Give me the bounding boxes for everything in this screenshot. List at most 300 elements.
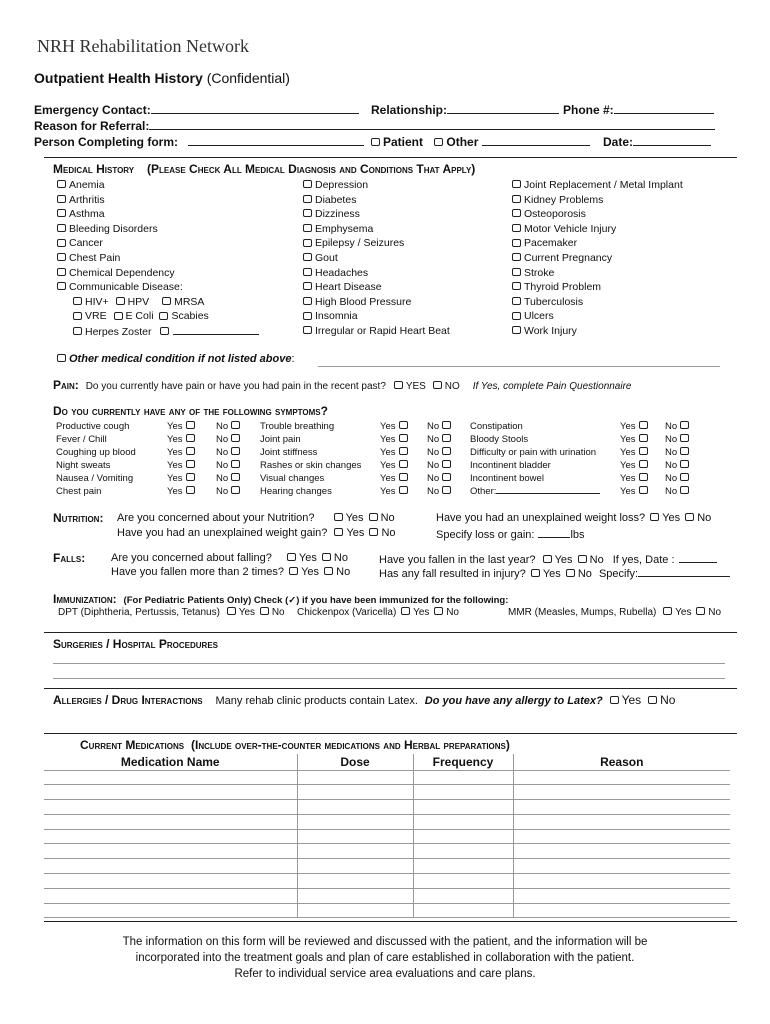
condition-label: Osteoporosis <box>524 208 586 221</box>
communicable-row-1 <box>57 295 259 310</box>
table-cell[interactable] <box>44 770 297 785</box>
yes-label: Yes <box>380 486 396 497</box>
nutrition-q4-text: Specify loss or gain: <box>436 529 535 541</box>
table-cell[interactable] <box>44 888 297 903</box>
yes-checkbox[interactable] <box>639 486 648 494</box>
no-checkbox[interactable] <box>685 513 694 521</box>
yes-label: Yes <box>345 512 364 524</box>
no-checkbox[interactable] <box>680 447 689 455</box>
condition-label: Chemical Dependency <box>69 266 175 279</box>
no-label: No <box>665 421 678 432</box>
checkbox[interactable] <box>303 209 312 217</box>
no-checkbox[interactable] <box>260 607 269 615</box>
immunization-note: (For Pediatric Patients Only) Check (✓) if you have been immunized for the following: <box>123 595 509 606</box>
medical-history-heading <box>53 162 475 176</box>
symptom-label: Nausea / Vomiting <box>56 473 134 484</box>
condition-item[interactable] <box>57 266 259 281</box>
no-checkbox[interactable] <box>566 569 575 577</box>
table-cell[interactable] <box>44 903 297 918</box>
yes-checkbox[interactable] <box>650 513 659 521</box>
symptoms-col3-labels <box>470 420 600 498</box>
condition-item[interactable] <box>512 207 683 222</box>
yes-checkbox[interactable] <box>186 460 195 468</box>
condition-item[interactable] <box>303 222 450 237</box>
checkbox[interactable] <box>303 239 312 247</box>
falls-q1 <box>111 552 348 564</box>
checkbox[interactable] <box>57 239 66 247</box>
falls-q2 <box>111 566 350 578</box>
hpv-checkbox[interactable] <box>116 297 125 305</box>
yes-checkbox[interactable] <box>287 553 296 561</box>
pain-yes-checkbox[interactable] <box>394 381 403 389</box>
condition-item[interactable] <box>57 193 259 208</box>
symptoms-col2-yes <box>380 420 408 498</box>
falls-q1-text: Are you concerned about falling? <box>111 552 272 564</box>
yes-label: Yes <box>238 607 256 618</box>
condition-label: Cancer <box>69 237 103 250</box>
yes-label: Yes <box>380 473 396 484</box>
no-label: No <box>427 486 440 497</box>
yes-checkbox[interactable] <box>186 434 195 442</box>
pain-yes-label: YES <box>405 381 426 392</box>
herpes-label: Herpes Zoster <box>85 325 152 338</box>
other-checkbox[interactable] <box>434 138 443 146</box>
condition-item[interactable] <box>512 193 683 208</box>
table-row <box>44 800 730 815</box>
no-label: No <box>665 460 678 471</box>
condition-item[interactable] <box>57 280 259 295</box>
yes-checkbox[interactable] <box>639 447 648 455</box>
no-checkbox[interactable] <box>231 486 240 494</box>
communicable-row-3 <box>57 324 259 340</box>
table-cell[interactable] <box>413 800 513 815</box>
divider <box>44 157 737 158</box>
checkbox[interactable] <box>57 209 66 217</box>
falls-date-field[interactable] <box>679 552 717 563</box>
condition-label: Epilepsy / Seizures <box>315 237 405 250</box>
no-checkbox[interactable] <box>322 553 331 561</box>
weight-change-field[interactable] <box>538 527 570 538</box>
immunization-mmr <box>508 607 721 618</box>
checkbox[interactable] <box>57 282 66 290</box>
form-title <box>34 70 290 86</box>
condition-item[interactable] <box>303 193 450 208</box>
no-checkbox[interactable] <box>231 473 240 481</box>
no-checkbox[interactable] <box>231 460 240 468</box>
table-cell[interactable] <box>44 844 297 859</box>
checkbox[interactable] <box>512 312 521 320</box>
table-cell[interactable] <box>513 859 730 874</box>
table-row <box>44 814 730 829</box>
yes-checkbox[interactable] <box>639 460 648 468</box>
no-label: No <box>216 473 229 484</box>
symptom-label: Other: <box>470 486 497 497</box>
checkbox[interactable] <box>512 326 521 334</box>
falls-q4-text: Has any fall resulted in injury? <box>379 568 526 580</box>
symptoms-col1-labels <box>56 420 136 498</box>
table-cell[interactable] <box>297 903 413 918</box>
yes-checkbox[interactable] <box>639 434 648 442</box>
table-cell[interactable] <box>413 874 513 889</box>
checkbox[interactable] <box>512 253 521 261</box>
no-checkbox[interactable] <box>680 460 689 468</box>
table-cell[interactable] <box>513 844 730 859</box>
no-checkbox[interactable] <box>680 473 689 481</box>
no-checkbox[interactable] <box>442 434 451 442</box>
medical-list-col2 <box>303 178 450 339</box>
condition-item[interactable] <box>512 236 683 251</box>
table-cell[interactable] <box>413 859 513 874</box>
table-cell[interactable] <box>413 844 513 859</box>
condition-item[interactable] <box>512 266 683 281</box>
table-cell[interactable] <box>513 829 730 844</box>
emergency-contact-field[interactable] <box>151 103 359 114</box>
yes-label: Yes <box>167 486 183 497</box>
table-cell[interactable] <box>297 800 413 815</box>
checkbox[interactable] <box>303 253 312 261</box>
divider <box>44 632 737 633</box>
no-label: No <box>577 568 592 580</box>
condition-item[interactable] <box>57 236 259 251</box>
latex-note: Many rehab clinic products contain Latex. <box>215 695 418 707</box>
yes-label: Yes <box>620 434 636 445</box>
no-checkbox[interactable] <box>324 567 333 575</box>
table-cell[interactable] <box>413 829 513 844</box>
no-label: No <box>271 607 285 618</box>
condition-item[interactable] <box>512 251 683 266</box>
checkbox[interactable] <box>57 180 66 188</box>
yes-checkbox[interactable] <box>334 513 343 521</box>
condition-item[interactable] <box>303 295 450 310</box>
other-communicable-field[interactable] <box>173 324 259 335</box>
no-label: No <box>665 434 678 445</box>
symptom-label: Coughing up blood <box>56 447 136 458</box>
checkbox[interactable] <box>512 180 521 188</box>
footer-line: Refer to individual service area evaluations and care plans. <box>234 968 536 980</box>
checkbox[interactable] <box>512 239 521 247</box>
no-label: No <box>427 460 440 471</box>
no-checkbox[interactable] <box>442 486 451 494</box>
vre-checkbox[interactable] <box>73 312 82 320</box>
table-row <box>44 888 730 903</box>
condition-label: Asthma <box>69 208 105 221</box>
yes-checkbox[interactable] <box>399 447 408 455</box>
condition-label: Work Injury <box>524 324 577 337</box>
condition-item[interactable] <box>303 207 450 222</box>
checkbox[interactable] <box>512 297 521 305</box>
medications-body <box>44 770 730 918</box>
checkbox[interactable] <box>512 209 521 217</box>
yes-label: Yes <box>167 434 183 445</box>
yes-checkbox[interactable] <box>399 486 408 494</box>
yes-label: Yes <box>380 434 396 445</box>
yes-label: Yes <box>620 447 636 458</box>
falls-q3-text: Have you fallen in the last year? <box>379 554 536 566</box>
checkbox[interactable] <box>57 253 66 261</box>
hiv-checkbox[interactable] <box>73 297 82 305</box>
symptoms-col2-labels <box>260 420 361 498</box>
checkbox[interactable] <box>303 224 312 232</box>
yes-label: Yes <box>380 460 396 471</box>
date-row <box>603 135 711 149</box>
yes-checkbox[interactable] <box>227 607 236 615</box>
symptom-label: Bloody Stools <box>470 434 529 445</box>
no-checkbox[interactable] <box>680 486 689 494</box>
other-condition-checkbox[interactable] <box>57 354 66 362</box>
herpes-checkbox[interactable] <box>73 327 82 335</box>
checkbox[interactable] <box>303 312 312 320</box>
yes-label: Yes <box>167 473 183 484</box>
no-checkbox[interactable] <box>442 473 451 481</box>
emergency-contact-row <box>34 103 359 117</box>
yes-checkbox[interactable] <box>186 447 195 455</box>
condition-item[interactable] <box>512 309 683 324</box>
table-cell[interactable] <box>297 874 413 889</box>
table-cell[interactable] <box>513 800 730 815</box>
pain-row <box>53 378 632 392</box>
falls-specify-field[interactable] <box>638 566 730 577</box>
immunization-label: Immunization: <box>53 592 117 606</box>
immunization-chickenpox <box>297 607 459 618</box>
condition-item[interactable] <box>303 266 450 281</box>
yes-checkbox[interactable] <box>186 421 195 429</box>
no-checkbox[interactable] <box>369 528 378 536</box>
column-header: Reason <box>513 754 730 770</box>
immunization-dpt <box>58 607 285 618</box>
table-cell[interactable] <box>513 814 730 829</box>
yes-label: Yes <box>542 568 561 580</box>
referral-label: Reason for Referral: <box>34 119 150 133</box>
yes-checkbox[interactable] <box>289 567 298 575</box>
nutrition-q2 <box>117 527 396 539</box>
symptoms-col2-no <box>427 420 451 498</box>
condition-label: Irregular or Rapid Heart Beat <box>315 324 450 337</box>
mrsa-label: MRSA <box>174 295 205 308</box>
table-cell[interactable] <box>297 814 413 829</box>
latex-yes-checkbox[interactable] <box>610 696 619 704</box>
checkbox[interactable] <box>303 297 312 305</box>
yes-checkbox[interactable] <box>399 460 408 468</box>
pain-label: Pain: <box>53 378 79 392</box>
table-row <box>44 844 730 859</box>
yes-checkbox[interactable] <box>663 607 672 615</box>
dpt-label: DPT (Diphtheria, Pertussis, Tetanus) <box>58 607 220 618</box>
symptom-label: Rashes or skin changes <box>260 460 362 471</box>
divider <box>44 733 737 734</box>
phone-field[interactable] <box>614 103 714 114</box>
form-subtitle: (Confidential) <box>206 70 290 86</box>
hiv-label: HIV+ <box>85 295 109 308</box>
table-row <box>44 829 730 844</box>
no-label: No <box>665 486 678 497</box>
relationship-field[interactable] <box>447 103 559 114</box>
no-checkbox[interactable] <box>680 421 689 429</box>
table-row <box>44 903 730 918</box>
yes-checkbox[interactable] <box>639 421 648 429</box>
table-cell[interactable] <box>297 859 413 874</box>
condition-item[interactable] <box>57 178 259 193</box>
condition-item[interactable] <box>512 280 683 295</box>
table-cell[interactable] <box>44 800 297 815</box>
other-symptom-field[interactable] <box>496 485 600 494</box>
table-cell[interactable] <box>413 888 513 903</box>
yes-checkbox[interactable] <box>531 569 540 577</box>
condition-item[interactable] <box>57 222 259 237</box>
yes-checkbox[interactable] <box>639 473 648 481</box>
mrsa-checkbox[interactable] <box>162 297 171 305</box>
checkbox[interactable] <box>57 195 66 203</box>
condition-item[interactable] <box>512 178 683 193</box>
checkbox[interactable] <box>57 224 66 232</box>
checkbox[interactable] <box>512 224 521 232</box>
no-checkbox[interactable] <box>369 513 378 521</box>
checkbox[interactable] <box>512 282 521 290</box>
table-cell[interactable] <box>413 785 513 800</box>
allergies-heading: Allergies / Drug Interactions <box>53 693 203 707</box>
other-condition-field[interactable] <box>318 366 720 367</box>
table-cell[interactable] <box>297 829 413 844</box>
condition-item[interactable] <box>57 207 259 222</box>
condition-label: Anemia <box>69 179 105 191</box>
lbs-label: lbs <box>570 529 585 541</box>
condition-item[interactable] <box>512 222 683 237</box>
yes-checkbox[interactable] <box>186 486 195 494</box>
yes-label: Yes <box>298 552 317 564</box>
table-cell[interactable] <box>297 785 413 800</box>
falls-q2-text: Have you fallen more than 2 times? <box>111 566 285 578</box>
pain-note: If Yes, complete Pain Questionnaire <box>472 381 632 392</box>
condition-item[interactable] <box>303 236 450 251</box>
table-cell[interactable] <box>297 888 413 903</box>
no-checkbox[interactable] <box>442 460 451 468</box>
table-cell[interactable] <box>44 785 297 800</box>
table-cell[interactable] <box>413 903 513 918</box>
falls-date-label: If yes, Date : <box>612 554 675 566</box>
table-cell[interactable] <box>44 859 297 874</box>
condition-item[interactable] <box>303 324 450 339</box>
no-checkbox[interactable] <box>696 607 705 615</box>
no-checkbox[interactable] <box>442 421 451 429</box>
nutrition-q1-text: Are you concerned about your Nutrition? <box>117 512 315 524</box>
surgeries-heading: Surgeries / Hospital Procedures <box>53 637 218 651</box>
date-label: Date: <box>603 135 634 149</box>
scabies-checkbox[interactable] <box>159 312 168 320</box>
other-communicable-checkbox[interactable] <box>160 327 169 335</box>
checkbox[interactable] <box>57 268 66 276</box>
table-cell[interactable] <box>513 903 730 918</box>
vre-label: VRE <box>85 310 107 323</box>
other-field[interactable] <box>482 135 590 146</box>
footer-line: incorporated into the treatment goals and plan of care established in collaboration with the patient. <box>135 952 635 964</box>
latex-no-checkbox[interactable] <box>648 696 657 704</box>
yes-checkbox[interactable] <box>186 473 195 481</box>
surgeries-line[interactable] <box>53 678 725 679</box>
yes-checkbox[interactable] <box>401 607 410 615</box>
condition-item[interactable] <box>512 324 683 339</box>
nutrition-q4 <box>436 527 585 541</box>
table-cell[interactable] <box>513 888 730 903</box>
no-label: No <box>216 486 229 497</box>
condition-item[interactable] <box>303 178 450 193</box>
yes-checkbox[interactable] <box>334 528 343 536</box>
no-label: No <box>427 434 440 445</box>
yes-checkbox[interactable] <box>543 555 552 563</box>
table-cell[interactable] <box>44 829 297 844</box>
latex-question: Do you have any allergy to Latex? <box>424 695 603 707</box>
condition-label: Emphysema <box>315 222 374 235</box>
checkbox[interactable] <box>303 180 312 188</box>
yes-checkbox[interactable] <box>399 421 408 429</box>
symptom-label: Chest pain <box>56 486 102 497</box>
table-row <box>44 874 730 889</box>
ecoli-checkbox[interactable] <box>114 312 123 320</box>
table-cell[interactable] <box>297 770 413 785</box>
table-cell[interactable] <box>413 770 513 785</box>
no-checkbox[interactable] <box>442 447 451 455</box>
form-title-text: Outpatient Health History <box>34 70 203 86</box>
no-checkbox[interactable] <box>231 421 240 429</box>
table-cell[interactable] <box>513 770 730 785</box>
no-checkbox[interactable] <box>231 434 240 442</box>
condition-item[interactable] <box>57 251 259 266</box>
table-cell[interactable] <box>513 785 730 800</box>
footer-line: The information on this form will be reviewed and discussed with the patient, and the information will be <box>122 936 648 948</box>
checkbox[interactable] <box>303 195 312 203</box>
no-label: No <box>697 512 712 524</box>
completing-field[interactable] <box>188 135 364 146</box>
table-cell[interactable] <box>44 874 297 889</box>
symptom-label: Incontinent bladder <box>470 460 551 471</box>
symptom-label: Joint stiffness <box>260 447 318 458</box>
no-checkbox[interactable] <box>578 555 587 563</box>
yes-checkbox[interactable] <box>399 434 408 442</box>
table-cell[interactable] <box>513 874 730 889</box>
condition-label: Gout <box>315 251 338 264</box>
condition-item[interactable] <box>303 309 450 324</box>
table-row <box>44 785 730 800</box>
checkbox[interactable] <box>303 268 312 276</box>
referral-field[interactable] <box>149 119 715 130</box>
condition-item[interactable] <box>512 295 683 310</box>
condition-label: Arthritis <box>69 193 105 206</box>
table-cell[interactable] <box>44 814 297 829</box>
checkbox[interactable] <box>512 268 521 276</box>
condition-label: Diabetes <box>315 193 357 206</box>
condition-item[interactable] <box>303 280 450 295</box>
table-cell[interactable] <box>413 814 513 829</box>
checkbox[interactable] <box>303 282 312 290</box>
symptom-label: Trouble breathing <box>260 421 335 432</box>
pain-no-checkbox[interactable] <box>433 381 442 389</box>
date-field[interactable] <box>633 135 711 146</box>
patient-checkbox[interactable] <box>371 138 380 146</box>
condition-label: Joint Replacement / Metal Implant <box>524 179 683 191</box>
yes-checkbox[interactable] <box>399 473 408 481</box>
surgeries-line[interactable] <box>53 663 725 664</box>
checkbox[interactable] <box>303 326 312 334</box>
condition-item[interactable] <box>303 251 450 266</box>
no-checkbox[interactable] <box>434 607 443 615</box>
yes-label: Yes <box>675 607 692 618</box>
no-label: No <box>427 447 440 458</box>
no-checkbox[interactable] <box>231 447 240 455</box>
patient-label: Patient <box>383 135 424 149</box>
condition-label: Headaches <box>315 266 369 279</box>
table-cell[interactable] <box>297 844 413 859</box>
no-checkbox[interactable] <box>680 434 689 442</box>
checkbox[interactable] <box>512 195 521 203</box>
no-label: No <box>589 554 604 566</box>
